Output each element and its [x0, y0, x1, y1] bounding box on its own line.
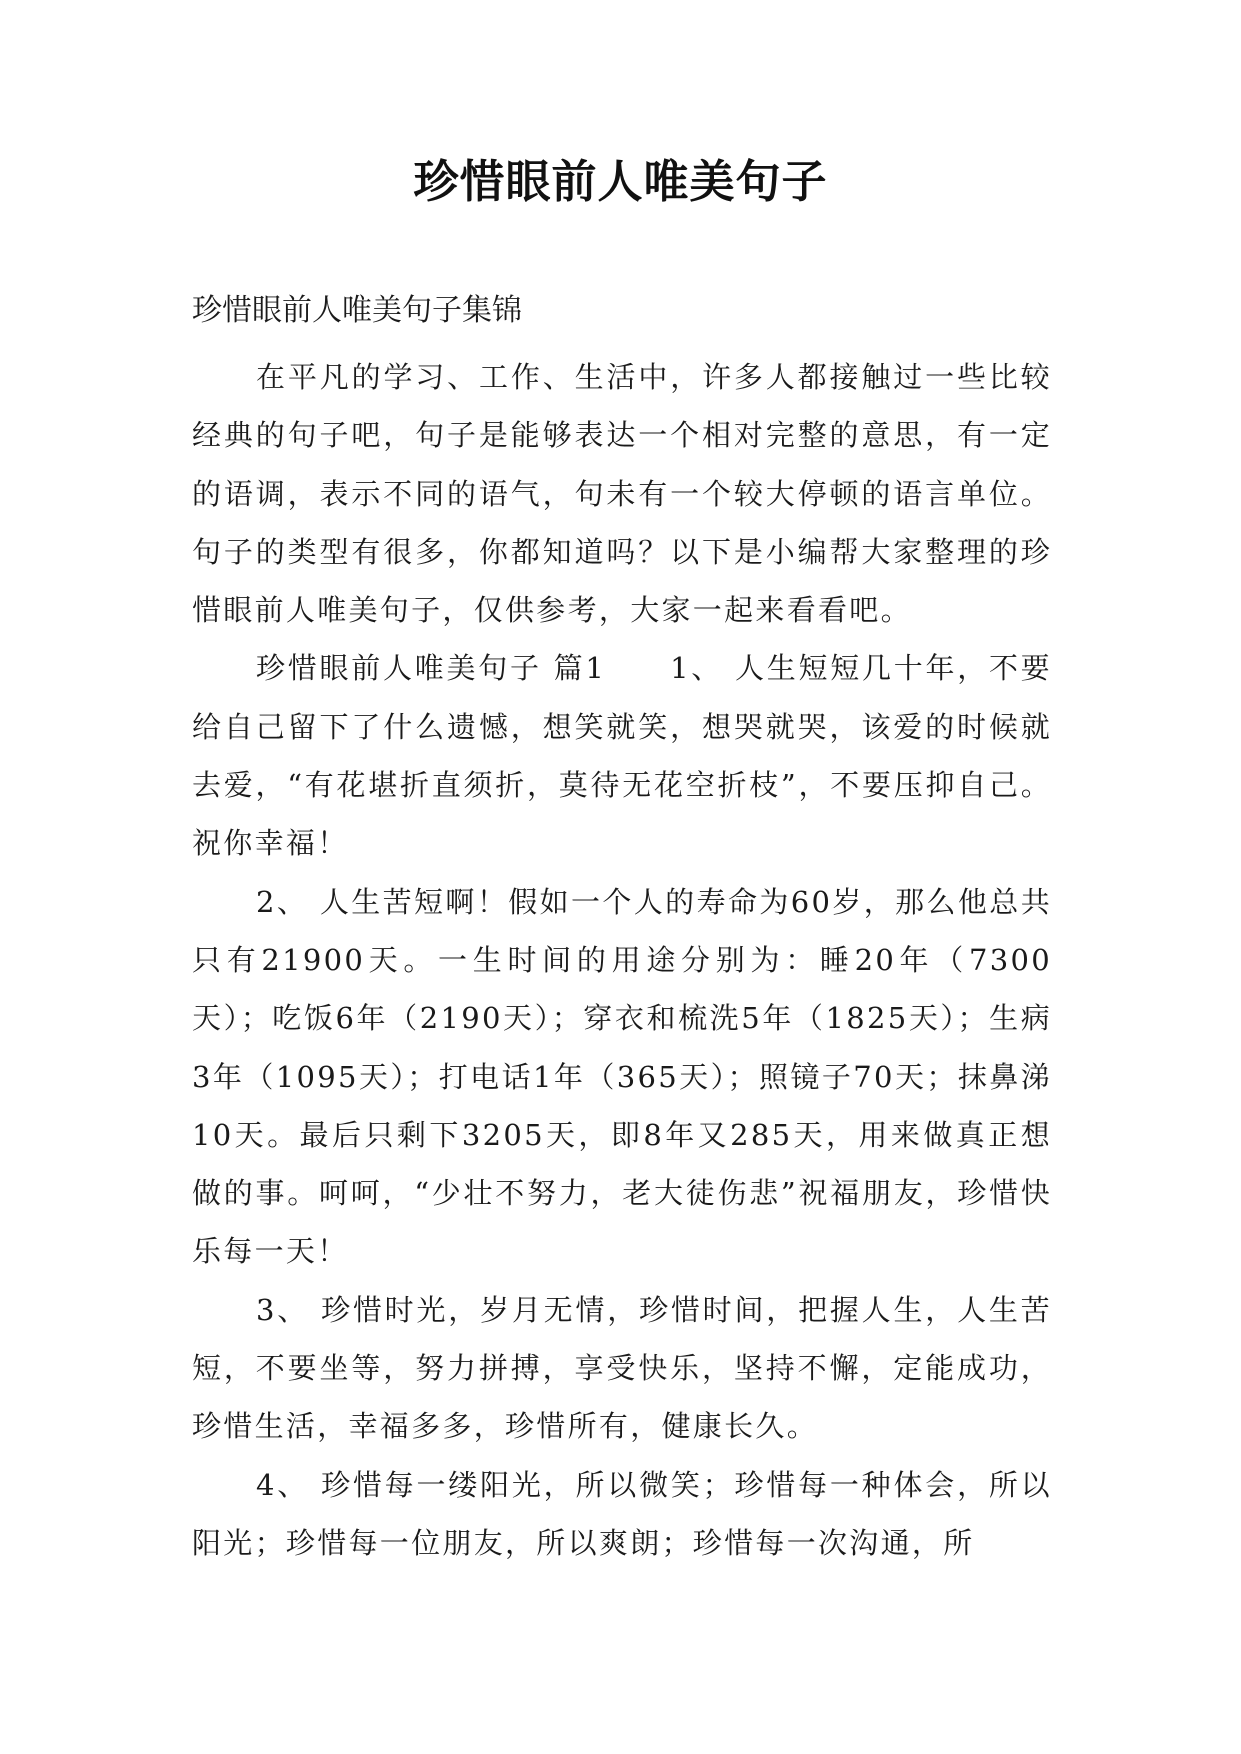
paragraph-intro: 在平凡的学习、工作、生活中，许多人都接触过一些比较经典的句子吧，句子是能够表达一个相对完整的意思，有一定的语调，表示不同的语气，句未有一个较大停顿的语言单位。句子的类型有很多，你都知道吗？以下是小编帮大家整理的珍惜眼前人唯美句子，仅供参考，大家一起来看看吧。	[192, 360, 1052, 628]
paragraph-item-2: 2、 人生苦短啊！假如一个人的寿命为60岁，那么他总共只有21900天。一生时间的用途分别为：睡20年（7300天）；吃饭6年（2190天）；穿衣和梳洗5年（1825天）；生病3年（1095天）；打电话1年（365天）；照镜子70天；抹鼻涕10天。最后只剩下3205天，即8年又285天，用来做真正想做的事。呵呵，“少壮不努力，老大徒伤悲”祝福朋友，珍惜快乐每一天！	[192, 884, 1052, 1269]
document-body	[192, 348, 1052, 1572]
document-subtitle: 珍惜眼前人唯美句子集锦	[192, 293, 522, 328]
paragraph-item-1: 珍惜眼前人唯美句子 篇1 1、 人生短短几十年，不要给自己留下了什么遗憾，想笑就笑，想哭就哭，该爱的时候就去爱，“有花堪折直须折，莫待无花空折枝”，不要压抑自己。祝你幸福！	[192, 651, 1052, 861]
paragraph-item-4: 4、 珍惜每一缕阳光，所以微笑；珍惜每一种体会，所以阳光；珍惜每一位朋友，所以爽朗；珍惜每一次沟通，所	[192, 1467, 1052, 1560]
document-title: 珍惜眼前人唯美句子	[413, 155, 828, 208]
paragraph-item-3: 3、 珍惜时光，岁月无情，珍惜时间，把握人生，人生苦短，不要坐等，努力拼搏，享受快乐，坚持不懈，定能成功，珍惜生活，幸福多多，珍惜所有，健康长久。	[192, 1292, 1052, 1444]
